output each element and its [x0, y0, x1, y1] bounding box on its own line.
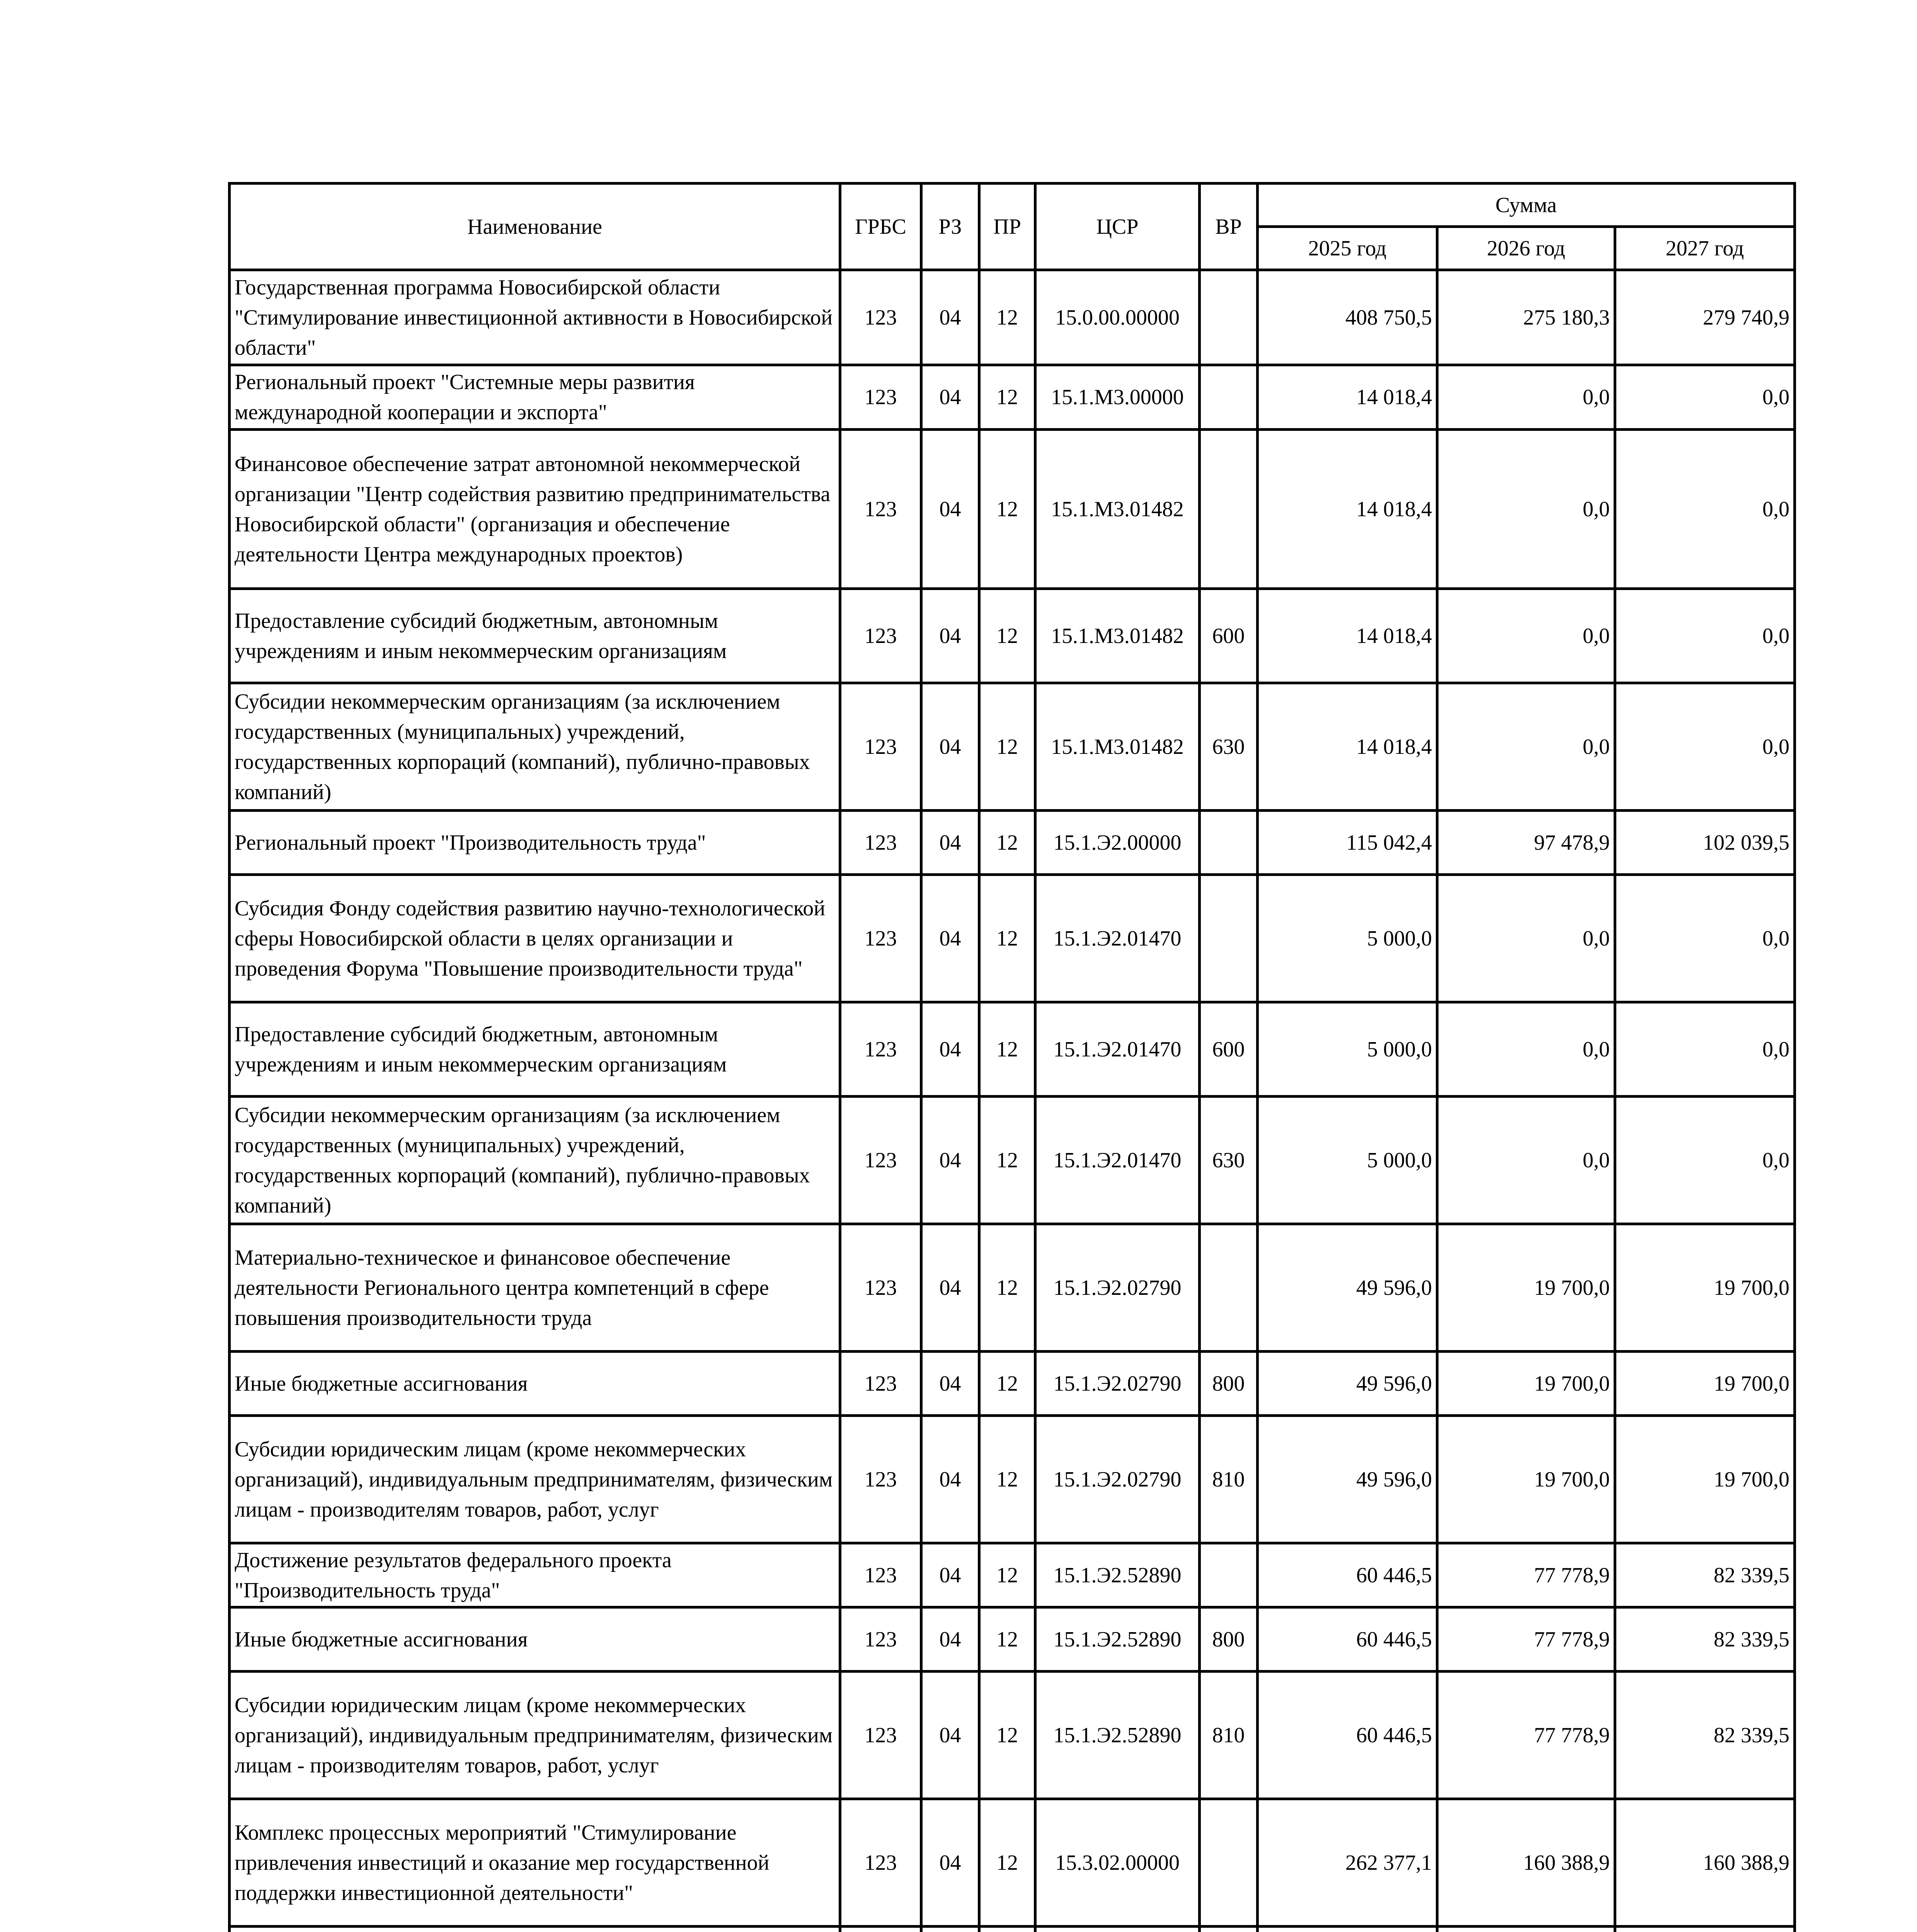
- table-row: [230, 1224, 1795, 1352]
- cell-grbs: 123: [840, 1416, 921, 1543]
- cell-name: Субсидии юридическим лицам (кроме некоммерческих организаций), индивидуальным предпринимателям, физическим лицам - производителям товаров, работ, услуг: [230, 1416, 840, 1543]
- cell-rz: 04: [921, 1416, 979, 1543]
- cell-pr: 12: [979, 1224, 1035, 1352]
- cell-rz: 04: [921, 1543, 979, 1607]
- table-row: [230, 365, 1795, 430]
- cell-sum-2026: 77 778,9: [1437, 1672, 1615, 1799]
- header-pr: ПР: [979, 184, 1035, 270]
- cell-sum-2027: 19 700,0: [1615, 1416, 1795, 1543]
- cell-sum-2026: 77 778,9: [1437, 1543, 1615, 1607]
- cell-grbs: 123: [840, 1097, 921, 1224]
- cell-csr: 15.0.00.00000: [1035, 270, 1200, 365]
- cell-grbs: 123: [840, 270, 921, 365]
- cell-grbs: 123: [840, 365, 921, 430]
- cell-rz: 04: [921, 430, 979, 589]
- cell-csr: 15.1.М3.01482: [1035, 683, 1200, 811]
- cell-vr: 800: [1200, 1607, 1258, 1672]
- cell-sum-2025: 49 596,0: [1258, 1352, 1437, 1416]
- cell-grbs: 123: [840, 589, 921, 683]
- table-row: [230, 1927, 1795, 1932]
- budget-table: [228, 182, 1796, 1932]
- cell-csr: 15.1.Э2.01470: [1035, 875, 1200, 1002]
- cell-pr: 12: [979, 683, 1035, 811]
- cell-csr: 15.1.Э2.00000: [1035, 811, 1200, 875]
- cell-pr: 12: [979, 811, 1035, 875]
- table-row: [230, 1543, 1795, 1607]
- cell-rz: 04: [921, 683, 979, 811]
- cell-sum-2027: 19 700,0: [1615, 1224, 1795, 1352]
- cell-grbs: 123: [840, 811, 921, 875]
- cell-grbs: 123: [840, 1352, 921, 1416]
- cell-csr: 15.1.М3.01482: [1035, 430, 1200, 589]
- cell-vr: [1200, 365, 1258, 430]
- cell-vr: [1200, 875, 1258, 1002]
- table-row: [230, 1607, 1795, 1672]
- cell-vr: [1200, 1224, 1258, 1352]
- cell-sum-2026: 19 700,0: [1437, 1352, 1615, 1416]
- cell-pr: 12: [979, 430, 1035, 589]
- table-row: [230, 1416, 1795, 1543]
- cell-name: Достижение результатов федерального проекта "Производительность труда": [230, 1543, 840, 1607]
- cell-pr: 12: [979, 1672, 1035, 1799]
- cell-pr: 12: [979, 1543, 1035, 1607]
- cell-grbs: [840, 1927, 921, 1932]
- cell-sum-2026: 19 700,0: [1437, 1416, 1615, 1543]
- cell-csr: 15.1.Э2.02790: [1035, 1352, 1200, 1416]
- cell-sum-2025: 14 018,4: [1258, 683, 1437, 811]
- header-sum: Сумма: [1258, 184, 1795, 227]
- cell-sum-2025: [1258, 1927, 1437, 1932]
- cell-grbs: 123: [840, 1799, 921, 1927]
- cell-rz: 04: [921, 1352, 979, 1416]
- cell-sum-2026: 0,0: [1437, 683, 1615, 811]
- cell-grbs: 123: [840, 1002, 921, 1097]
- header-year-2025: 2025 год: [1258, 227, 1437, 270]
- cell-sum-2025: 5 000,0: [1258, 1097, 1437, 1224]
- cell-sum-2026: 0,0: [1437, 589, 1615, 683]
- cell-sum-2025: 5 000,0: [1258, 1002, 1437, 1097]
- cell-name: Субсидии некоммерческим организациям (за исключением государственных (муниципальных) учреждений, государственных корпораций (компаний), публично-правовых компаний): [230, 1097, 840, 1224]
- cell-csr: 15.1.Э2.52890: [1035, 1672, 1200, 1799]
- cell-pr: 12: [979, 270, 1035, 365]
- cell-pr: 12: [979, 875, 1035, 1002]
- cell-sum-2027: 279 740,9: [1615, 270, 1795, 365]
- cell-sum-2025: 60 446,5: [1258, 1607, 1437, 1672]
- cell-csr: 15.1.Э2.01470: [1035, 1002, 1200, 1097]
- cell-sum-2025: 14 018,4: [1258, 589, 1437, 683]
- cell-rz: 04: [921, 365, 979, 430]
- cell-grbs: 123: [840, 430, 921, 589]
- cell-name: Региональный проект "Системные меры развития международной кооперации и экспорта": [230, 365, 840, 430]
- cell-vr: 600: [1200, 1002, 1258, 1097]
- table-row: [230, 875, 1795, 1002]
- cell-name: Государственная программа Новосибирской области "Стимулирование инвестиционной активности в Новосибирской области": [230, 270, 840, 365]
- table-row: [230, 1097, 1795, 1224]
- cell-name: Предоставление субсидий бюджетным, автономным учреждениям и иным некоммерческим организациям: [230, 589, 840, 683]
- cell-name: Предоставление субсидий бюджетным, автономным учреждениям и иным некоммерческим организациям: [230, 1002, 840, 1097]
- cell-name: Субсидии некоммерческим организациям (за исключением государственных (муниципальных) учреждений, государственных корпораций (компаний), публично-правовых компаний): [230, 683, 840, 811]
- table-row: [230, 430, 1795, 589]
- cell-pr: 12: [979, 365, 1035, 430]
- cell-vr: [1200, 1799, 1258, 1927]
- header-year-2026: 2026 год: [1437, 227, 1615, 270]
- cell-sum-2027: 0,0: [1615, 430, 1795, 589]
- cell-csr: [1035, 1927, 1200, 1932]
- cell-pr: 12: [979, 1097, 1035, 1224]
- cell-sum-2027: 0,0: [1615, 683, 1795, 811]
- cell-sum-2025: 14 018,4: [1258, 365, 1437, 430]
- cell-rz: 04: [921, 589, 979, 683]
- cell-sum-2026: 160 388,9: [1437, 1799, 1615, 1927]
- cell-rz: 04: [921, 1607, 979, 1672]
- header-vr: ВР: [1200, 184, 1258, 270]
- header-year-2027: 2027 год: [1615, 227, 1795, 270]
- cell-grbs: 123: [840, 1224, 921, 1352]
- table-body: [230, 270, 1795, 1932]
- cell-name: Субсидии юридическим лицам (кроме некоммерческих организаций), индивидуальным предпринимателям, физическим лицам - производителям товаров, работ, услуг: [230, 1672, 840, 1799]
- cell-pr: 12: [979, 589, 1035, 683]
- cell-sum-2026: 0,0: [1437, 875, 1615, 1002]
- header-grbs: ГРБС: [840, 184, 921, 270]
- cell-sum-2025: 115 042,4: [1258, 811, 1437, 875]
- cell-grbs: 123: [840, 683, 921, 811]
- cell-vr: 800: [1200, 1352, 1258, 1416]
- cell-sum-2025: 408 750,5: [1258, 270, 1437, 365]
- cell-sum-2026: [1437, 1927, 1615, 1932]
- cell-grbs: 123: [840, 1672, 921, 1799]
- table-row: [230, 1002, 1795, 1097]
- cell-name: Материально-техническое и финансовое обеспечение деятельности Регионального центра компетенций в сфере повышения производительности труда: [230, 1224, 840, 1352]
- cell-name: Региональный проект "Производительность труда": [230, 811, 840, 875]
- table-row: [230, 683, 1795, 811]
- cell-sum-2025: 49 596,0: [1258, 1416, 1437, 1543]
- cell-sum-2027: 0,0: [1615, 1097, 1795, 1224]
- header-name: Наименование: [230, 184, 840, 270]
- cell-sum-2025: 14 018,4: [1258, 430, 1437, 589]
- cell-sum-2027: 0,0: [1615, 875, 1795, 1002]
- cell-csr: 15.1.М3.00000: [1035, 365, 1200, 430]
- cell-pr: 12: [979, 1002, 1035, 1097]
- cell-name: Субсидия Фонду содействия развитию научно-технологической сферы Новосибирской области в целях организации и проведения Форума "Повышение производительности труда": [230, 875, 840, 1002]
- cell-csr: 15.1.Э2.02790: [1035, 1416, 1200, 1543]
- cell-sum-2025: 5 000,0: [1258, 875, 1437, 1002]
- cell-sum-2027: 82 339,5: [1615, 1672, 1795, 1799]
- cell-pr: 12: [979, 1607, 1035, 1672]
- table-row: [230, 1672, 1795, 1799]
- cell-pr: 12: [979, 1352, 1035, 1416]
- cell-vr: 630: [1200, 683, 1258, 811]
- cell-sum-2026: 0,0: [1437, 1097, 1615, 1224]
- cell-csr: 15.1.Э2.52890: [1035, 1543, 1200, 1607]
- cell-sum-2027: 160 388,9: [1615, 1799, 1795, 1927]
- cell-sum-2026: 0,0: [1437, 1002, 1615, 1097]
- cell-vr: 600: [1200, 589, 1258, 683]
- cell-sum-2025: 60 446,5: [1258, 1543, 1437, 1607]
- cell-rz: 04: [921, 1224, 979, 1352]
- cell-sum-2025: 262 377,1: [1258, 1799, 1437, 1927]
- cell-rz: 04: [921, 1672, 979, 1799]
- cell-pr: 12: [979, 1799, 1035, 1927]
- cell-vr: [1200, 270, 1258, 365]
- cell-sum-2026: 0,0: [1437, 365, 1615, 430]
- cell-pr: 12: [979, 1416, 1035, 1543]
- cell-sum-2026: 0,0: [1437, 430, 1615, 589]
- table-row: [230, 589, 1795, 683]
- cell-sum-2026: 97 478,9: [1437, 811, 1615, 875]
- cell-sum-2025: 49 596,0: [1258, 1224, 1437, 1352]
- cell-grbs: 123: [840, 1607, 921, 1672]
- cell-sum-2027: 102 039,5: [1615, 811, 1795, 875]
- cell-vr: [1200, 1927, 1258, 1932]
- cell-name: Иные бюджетные ассигнования: [230, 1352, 840, 1416]
- cell-rz: 04: [921, 811, 979, 875]
- cell-name: [230, 1927, 840, 1932]
- header-rz: РЗ: [921, 184, 979, 270]
- cell-csr: 15.1.Э2.02790: [1035, 1224, 1200, 1352]
- cell-vr: 630: [1200, 1097, 1258, 1224]
- cell-name: Иные бюджетные ассигнования: [230, 1607, 840, 1672]
- cell-vr: [1200, 811, 1258, 875]
- cell-pr: [979, 1927, 1035, 1932]
- table-row: [230, 811, 1795, 875]
- cell-rz: 04: [921, 1097, 979, 1224]
- cell-csr: 15.1.Э2.52890: [1035, 1607, 1200, 1672]
- cell-vr: 810: [1200, 1672, 1258, 1799]
- cell-vr: 810: [1200, 1416, 1258, 1543]
- cell-sum-2027: 19 700,0: [1615, 1352, 1795, 1416]
- cell-rz: 04: [921, 1002, 979, 1097]
- cell-sum-2027: 82 339,5: [1615, 1607, 1795, 1672]
- cell-rz: 04: [921, 1799, 979, 1927]
- cell-grbs: 123: [840, 1543, 921, 1607]
- cell-csr: 15.1.М3.01482: [1035, 589, 1200, 683]
- cell-sum-2026: 19 700,0: [1437, 1224, 1615, 1352]
- cell-sum-2026: 77 778,9: [1437, 1607, 1615, 1672]
- cell-csr: 15.3.02.00000: [1035, 1799, 1200, 1927]
- table-row: [230, 1799, 1795, 1927]
- cell-sum-2026: 275 180,3: [1437, 270, 1615, 365]
- table-row: [230, 1352, 1795, 1416]
- cell-vr: [1200, 1543, 1258, 1607]
- header-csr: ЦСР: [1035, 184, 1200, 270]
- cell-name: Комплекс процессных мероприятий "Стимулирование привлечения инвестиций и оказание мер государственной поддержки инвестиционной деятельности": [230, 1799, 840, 1927]
- cell-rz: [921, 1927, 979, 1932]
- cell-sum-2027: 0,0: [1615, 589, 1795, 683]
- cell-name: Финансовое обеспечение затрат автономной некоммерческой организации "Центр содействия развитию предпринимательства Новосибирской области" (организация и обеспечение деятельности Центра международных проектов): [230, 430, 840, 589]
- cell-sum-2027: [1615, 1927, 1795, 1932]
- cell-sum-2025: 60 446,5: [1258, 1672, 1437, 1799]
- cell-rz: 04: [921, 875, 979, 1002]
- cell-sum-2027: 82 339,5: [1615, 1543, 1795, 1607]
- cell-csr: 15.1.Э2.01470: [1035, 1097, 1200, 1224]
- cell-sum-2027: 0,0: [1615, 365, 1795, 430]
- table-row: [230, 270, 1795, 365]
- cell-rz: 04: [921, 270, 979, 365]
- cell-grbs: 123: [840, 875, 921, 1002]
- cell-sum-2027: 0,0: [1615, 1002, 1795, 1097]
- cell-vr: [1200, 430, 1258, 589]
